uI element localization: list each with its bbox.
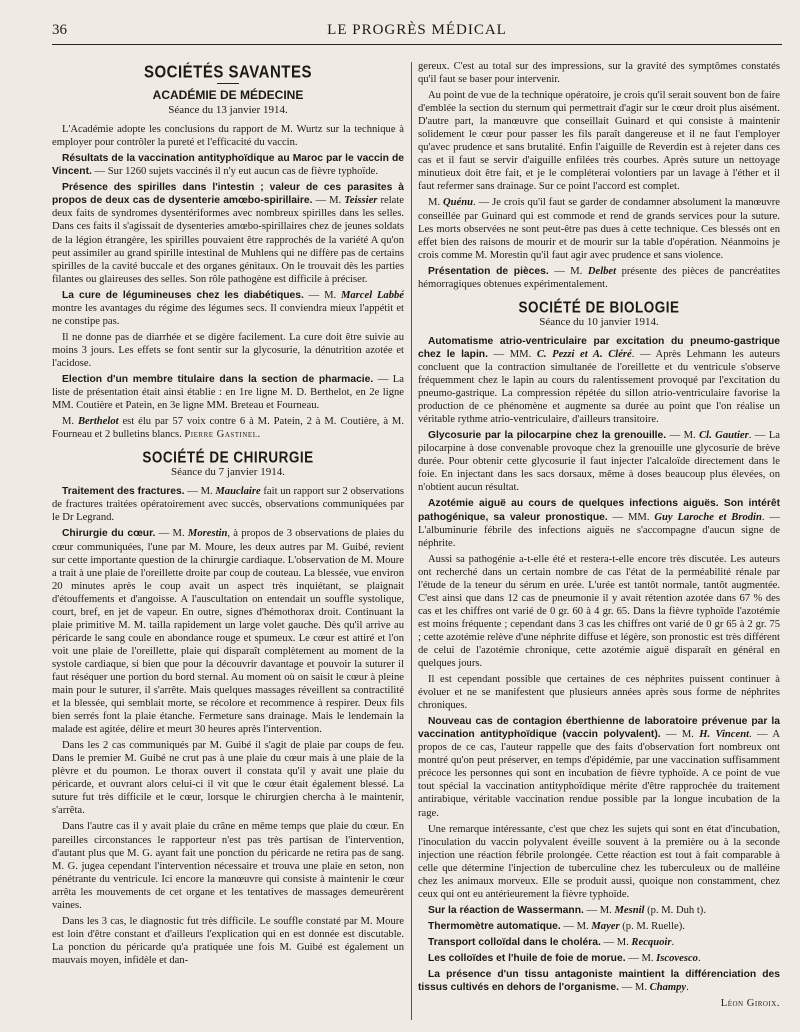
- biologie-p2: [418, 429, 780, 494]
- biologie-p3-dash: — MM.: [607, 511, 655, 523]
- chirurgie-p2-author: Morestin: [187, 528, 228, 540]
- biologie-t3-dash: — M.: [600, 936, 632, 948]
- biologie-t5-lead: La présence d'un tissu antagoniste maintient la différenciation des tissus cultivés en dehors de l'organisme.: [418, 969, 780, 994]
- academie-p6: [52, 373, 404, 412]
- chirurgie-p1-lead: Traitement des fractures.: [62, 486, 185, 498]
- biologie-p2-author: Cl. Gautier: [699, 430, 749, 442]
- biologie-title-3: [418, 936, 780, 949]
- academie-p3: [52, 181, 404, 285]
- biologie-t3-author: Recquoir: [631, 936, 672, 948]
- biologie-p6-text: . — A propos de ce cas, l'auteur rappelle que des faits d'observation fort nombreux ont montré qu'on peut préserver, en temps d'épidémie, par une vaccination suffisamment précoce les personnes qui sont en incubation de fièvre typhoïde. A ce point de vue tout spécial la vaccination antityphoïdique mérite d'être rapprochée du traitement antirabique, véritable vaccination rendue possible par la longue incubation de la rage.: [418, 729, 781, 819]
- chirurgie-p2-lead: Chirurgie du cœur.: [62, 528, 156, 540]
- chirurgie-seance: Séance du 7 janvier 1914.: [171, 466, 285, 479]
- biologie-t5-dash: — M.: [619, 982, 650, 994]
- biologie-title: SOCIÉTÉ DE BIOLOGIE: [518, 298, 680, 316]
- biologie-p3: [418, 497, 780, 549]
- biologie-t1-text: (p. M. Duh t).: [644, 904, 706, 916]
- academie-p3-author: Teissier: [344, 195, 378, 207]
- header-rule: [52, 44, 782, 45]
- biologie-p6-lead: Nouveau cas de contagion éberthienne de laboratoire prévenue par la vaccination antityphoïdique (vaccin polyvalent).: [418, 716, 780, 741]
- biologie-t3-lead: Transport colloïdal dans le choléra.: [428, 936, 601, 948]
- biologie-t4-lead: Les colloïdes et l'huile de foie de morue.: [428, 953, 626, 964]
- right-p4: [418, 265, 780, 291]
- academie-p4: [52, 289, 404, 328]
- biologie-t3-text: .: [671, 936, 675, 948]
- biologie-t1-lead: Sur la réaction de Wassermann.: [428, 904, 584, 916]
- academie-p5: Il ne donne pas de diarrhée et se digère facilement. La cure doit être suivie au moins 3 jours. Les effets se font sentir sur la glycosurie, la dénutrition azotée et l'acidose.: [52, 331, 404, 369]
- academie-p2-lead: Résultats de la vaccination antityphoïdique au Maroc par le vaccin de Vincent.: [52, 153, 404, 178]
- biologie-p6-author: H. Vincent: [699, 729, 750, 741]
- academie-p4-dash: — M.: [303, 289, 341, 301]
- section-title: SOCIÉTÉS SAVANTES: [144, 62, 312, 83]
- left-column: [52, 62, 404, 970]
- biologie-t4-author: Iscovesco: [656, 953, 698, 964]
- biologie-p4: Aussi sa pathogénie a-t-elle été et restera-t-elle encore très discutée. Les auteurs ont recherché dans un certain nombre de cas l'état de la perméabilité rénale par l'étude de la teneur du sérum en urée. L'urée est tantôt normale, tantôt augmentée. C'est ainsi que dans 12 cas de pneumonie il y avait rétention azotée dans 67 % des cas et les chiffres ont varié de 0 gr. 60 à 4 gr. 65. Dans la fièvre typhoïde l'azotémie est moins fréquente ; cependant dans 3 cas les chiffres ont varié de 0 gr 65 à 2 gr. 75 ; cette azotémie relève d'une néphrite diffuse et légère, son pronostic est très différent de celui de l'azotémie chronique, cette azotémie aiguë disparaît en général en quelques jours.: [418, 553, 780, 670]
- page-number: 36: [52, 22, 67, 38]
- chirurgie-p3: Dans les 2 cas communiqués par M. Guibé il s'agit de plaie par coups de feu. Dans le premier M. Guibé ne crut pas à une plaie du cœur mais à une plaie de la plèvre et du poumon. Le thorax ouvert il constata qu'il y avait une plaie du péricarde, et ouvrant alors celui-ci il vit que le cœur était également blessé. La suture fut très difficile et le cœur, lorsque le chirurgien chercha à le maintenir, s'arrêta.: [52, 740, 404, 817]
- chirurgie-p1: [52, 485, 404, 524]
- biologie-t2-lead: Thermomètre automatique.: [428, 920, 561, 932]
- title-dash: [217, 83, 239, 84]
- biologie-t5-author: Champy: [649, 982, 687, 994]
- chirurgie-p5: Dans les 3 cas, le diagnostic fut très difficile. Le souffle constaté par M. Moure est loin d'être constant et d'ailleurs l'explication qui en est donnée est discutable. La ponction du péricarde qu'a pratiquée une fois M. Guibé est également un mauvais moyen, infidèle et dan-: [52, 915, 404, 966]
- biologie-p2-lead: Glycosurie par la pilocarpine chez la grenouille.: [428, 430, 667, 442]
- biologie-title-5: [418, 968, 780, 994]
- academie-p7: [52, 415, 404, 441]
- academie-p2-text: — Sur 1260 sujets vaccinés il n'y eut aucun cas de fièvre typhoïde.: [91, 166, 378, 178]
- biologie-p1-authors: C. Pezzi et A. Cléré: [536, 348, 632, 360]
- academie-p7-author: Berthelot: [77, 416, 119, 428]
- academie-signature: Pierre Gastinel.: [184, 429, 261, 441]
- academie-p4-text: montre les avantages du régime des légumes secs. Il conviendra mieux l'appétit et ne constipe pas.: [52, 302, 404, 327]
- biologie-t1-author: Mesnil: [614, 904, 645, 916]
- biologie-p1-lead: Automatisme atrio-ventriculaire par excitation du pneumo-gastrique chez le lapin.: [418, 335, 780, 360]
- column-divider: [411, 62, 412, 1020]
- chirurgie-p1-author: Mauclaire: [215, 486, 261, 498]
- academie-p3-lead: Présence des spirilles dans l'intestin ; valeur de ces parasites à propos de deux cas de dysenterie amœbo-spirillaire.: [52, 182, 404, 207]
- academie-p4-lead: La cure de légumineuses chez les diabétiques.: [62, 289, 304, 301]
- biologie-p1: [418, 335, 780, 426]
- right-p3-author: Quénu: [443, 197, 474, 209]
- right-p3-text: . — Je crois qu'il faut se garder de condamner absolument la manœuvre conseillée par Guinard qui est commode et rend de grands services pour la suture. Les morts observées ne sont peut-être pas dues à cette technique. Ces blessés ont en effet bien des raisons de mourir et de mourir sur la table d'opération. Néanmoins je crois comme M. Morestin qu'il faut agir avec prudence et sans violence.: [418, 197, 781, 261]
- biologie-p7: Une remarque intéressante, c'est que chez les sujets qui sont en état d'incubation, l'inoculation du vaccin polyvalent éveille souvent à la première ou à la seconde injection une réaction fébrile prolongée. Cette réaction est tout à fait comparable à celle que détermine l'injection de tuberculine chez les tuberculeux ou de malléine chez les animaux morveux. Elle se produit aussi, quoique non constamment, chez ceux qui ont eu antérieurement la fièvre typhoïde.: [418, 823, 780, 900]
- academie-p2: [52, 152, 404, 178]
- academie-p7-text: est élu par 57 voix contre 6 à M. Patein, 2 à M. Coutière, à M. Fourneau et 2 bulletins blancs.: [52, 416, 404, 441]
- right-p4-text: présente des pièces de pancréatites hémorragiques obtenues expérimentalement.: [418, 265, 780, 290]
- biologie-p3-authors: Guy Laroche et Brodin: [654, 511, 762, 523]
- biologie-p1-dash: — MM.: [487, 348, 537, 360]
- right-p4-dash: — M.: [548, 265, 588, 277]
- academie-p6-lead: Election d'un membre titulaire dans la section de pharmacie.: [62, 373, 374, 385]
- journal-title: LE PROGRÈS MÉDICAL: [327, 22, 507, 38]
- running-header: [52, 20, 782, 42]
- biologie-t1-dash: — M.: [583, 904, 615, 916]
- chirurgie-p2-dash: — M.: [155, 528, 188, 540]
- chirurgie-p4: Dans l'autre cas il y avait plaie du crâne en même temps que plaie du cœur. En pareilles circonstances le rapporteur n'est pas très partisan de l'intervention, d'autant plus que M. G. ayant fait une ponction du péricarde ne retira pas de sang. M. G. jugea cependant l'intervention nécessaire et trouva une plaie en seton, non pénétrante du ventricule. Ici encore la manœuvre qui consiste à maintenir le cœur arrêta les mouvements de cet organe et les tentatives de massages demeurèrent vaines.: [52, 821, 404, 911]
- journal-page: [52, 20, 782, 1020]
- academie-p3-dash: — M.: [312, 195, 345, 207]
- academie-seance: Séance du 13 janvier 1914.: [168, 104, 288, 117]
- biologie-signature: [418, 997, 780, 1010]
- right-p2: Au point de vue de la technique opératoire, je crois qu'il serait souvent bon de faire d'emblée la section du sternum qui permettrait d'agir sur le cœur droit plus aisément. D'autre part, la manœuvre que conseillait Guinard et qui consiste à maintenir solidement le cœur pour passer les fils paraît dangereuse et il ne faut l'employer qu'avec prudence et sans brutalité. Enfin l'aiguille de Reverdin est à rejeter dans ces cas et il faut se servir d'aiguille enfilées très courbes. Après suture un nettoyage minutieux doit être fait, et je le compléterai volontiers par un lavage à l'éther et il faut refermer sans drainage. Sur ce point l'accord est complet.: [418, 90, 780, 193]
- academie-p1: L'Académie adopte les conclusions du rapport de M. Wurtz sur la technique à employer pour contrôler la pureté et l'efficacité du vaccin.: [52, 124, 404, 149]
- biologie-p6: [418, 715, 780, 819]
- biologie-seance: Séance du 10 janvier 1914.: [539, 315, 659, 328]
- biologie-p5: Il est cependant possible que certaines de ces néphrites puissent continuer à évoluer et ne se manifestent que plusieurs années après sous forme de néphrites chroniques.: [418, 674, 780, 712]
- biologie-t5-text: .: [686, 982, 689, 994]
- biologie-t2-text: (p. M. Ruelle).: [619, 920, 685, 932]
- biologie-t2-author: Mayer: [591, 920, 620, 932]
- biologie-title-1: [418, 904, 780, 917]
- chirurgie-title: SOCIÉTÉ DE CHIRURGIE: [142, 449, 314, 467]
- right-p4-author: Delbet: [587, 265, 617, 277]
- biologie-p3-text: . — L'albuminurie fébrile des infections aiguës ne s'accompagne d'aucun signe de néphrite.: [418, 511, 781, 549]
- biologie-t4-dash: — M.: [625, 953, 657, 964]
- right-column: [418, 60, 780, 1013]
- chirurgie-p2: [52, 527, 404, 736]
- biologie-p2-text: . — La pilocarpine à dose convenable provoque chez la grenouille une glycosurie de brève durée. Pour obtenir cette glycosurie il faut injecter l'alcaloïde directement dans le foie. En injectant dans les sacs dorsaux, même à doses beaucoup plus élevées, on n'obtient aucun résultat.: [418, 430, 781, 494]
- academie-p4-author: Marcel Labbé: [340, 289, 405, 301]
- chirurgie-p1-dash: — M.: [184, 486, 216, 498]
- biologie-p2-dash: — M.: [666, 430, 700, 442]
- right-p4-lead: Présentation de pièces.: [428, 265, 549, 277]
- biologie-t4-text: .: [697, 953, 701, 964]
- biologie-p1-text: . — Après Lehmann les auteurs concluent que la contraction simultanée de l'oreillette et du ventricule s'observe fréquemment chez le lapin au cours du ralentissement provoqué par l'excitation du pneumo-gastrique. La compression répétée du sillon atrio-ventriculaire favorise la production de ce phénomène et augmente sa durée au point que l'on réalise un véritable rythme atrio-ventriculaire, d'ailleurs transitoire.: [418, 348, 780, 426]
- biologie-signature-text: Léon Giroix.: [720, 998, 780, 1010]
- right-p3: [418, 196, 780, 261]
- biologie-p3-lead: Azotémie aiguë au cours de quelques infections aiguës. Son intérêt pathogénique, sa valeur pronostique.: [418, 498, 780, 523]
- right-p3-pre: M.: [428, 197, 444, 209]
- academie-p7-pre: M.: [62, 416, 78, 428]
- biologie-title-2: [418, 920, 780, 933]
- right-p1: gereux. C'est au total sur des impressions, sur la gravité des symptômes constatés qu'il faut se baser pour intervenir.: [418, 61, 780, 86]
- academie-p6-text: — La liste de présentation était ainsi établie : en 1re ligne M. D. Berthelot, en 2e ligne MM. Coutière et Patein, en 3e ligne MM. Breteau et Fourneau.: [52, 373, 404, 412]
- biologie-title-4: [418, 952, 780, 965]
- chirurgie-p1-text: fait un rapport sur 2 observations de fractures traitées opératoirement avec succès, observations communiquées par le Dr Legrand.: [52, 486, 404, 524]
- academie-title: ACADÉMIE DE MÉDECINE: [152, 88, 304, 103]
- biologie-t2-dash: — M.: [560, 920, 592, 932]
- chirurgie-p2-text: , à propos de 3 observations de plaies du cœur communiquées, l'une par M. Moure, les deux autres par M. Guibé, revient sur cette importante question de la chirurgie cardiaque. L'observation de M. Moure a trait à une plaie de l'oreillette droite par coup de couteau. La blessée, vue environ 20 minutes après le coup avait un aspect très inquiétant, se plaignait d'étouffements et d'angoisse. A l'auscultation on entendait un souffle systolique, court, bref, en jet de vapeur. En outre, signes d'hémothorax droit. Continuant la plaie primitive M. M. tailla rapidement un large volet gauche. Dès qu'il arrive au péricarde le sang coule en abondance rouge et spumeux. Le cœur est attiré et l'on voit une plaie de l'oreillette, plaie qui disparaît complètement au moment de la systole cardiaque, si bien que pour la découvrir davantage et pouvoir la suturer il faut réséquer une portion du bord sternal. Au moment où on saisit le cœur à pleine main pour le suturer, il s'arrête. Mais quelques massages réveillent sa contractilité et la blessée, qui semblait morte, se récolore et recommence à respirer. Deux fils bien serrés font la plaie étanche. Fermeture sans drainage. Mais le lendemain la malade est agitée, délire et meurt 30 heures après l'intervention.: [52, 528, 405, 736]
- academie-p3-text: relate deux faits de syndromes dysentériformes avec nombreux spirilles dans les selles. Dans ces faits il s'agissait de dysenteries amœbo-spirillaires chez de jeunes soldats de la légion étrangère, les spirilles pouvaient être rapprochés de la variété A qu'on peut assimiler au grand spirille intestinal de Muhlens qui ne diffère pas de certains spirilles de la cavité buccale et des organes génitaux. On le trouvait dès les parties filantes ou glaireuses des selles. Son rôle pathogène est difficile à préciser.: [52, 195, 405, 285]
- biologie-p6-dash: — M.: [660, 729, 700, 741]
